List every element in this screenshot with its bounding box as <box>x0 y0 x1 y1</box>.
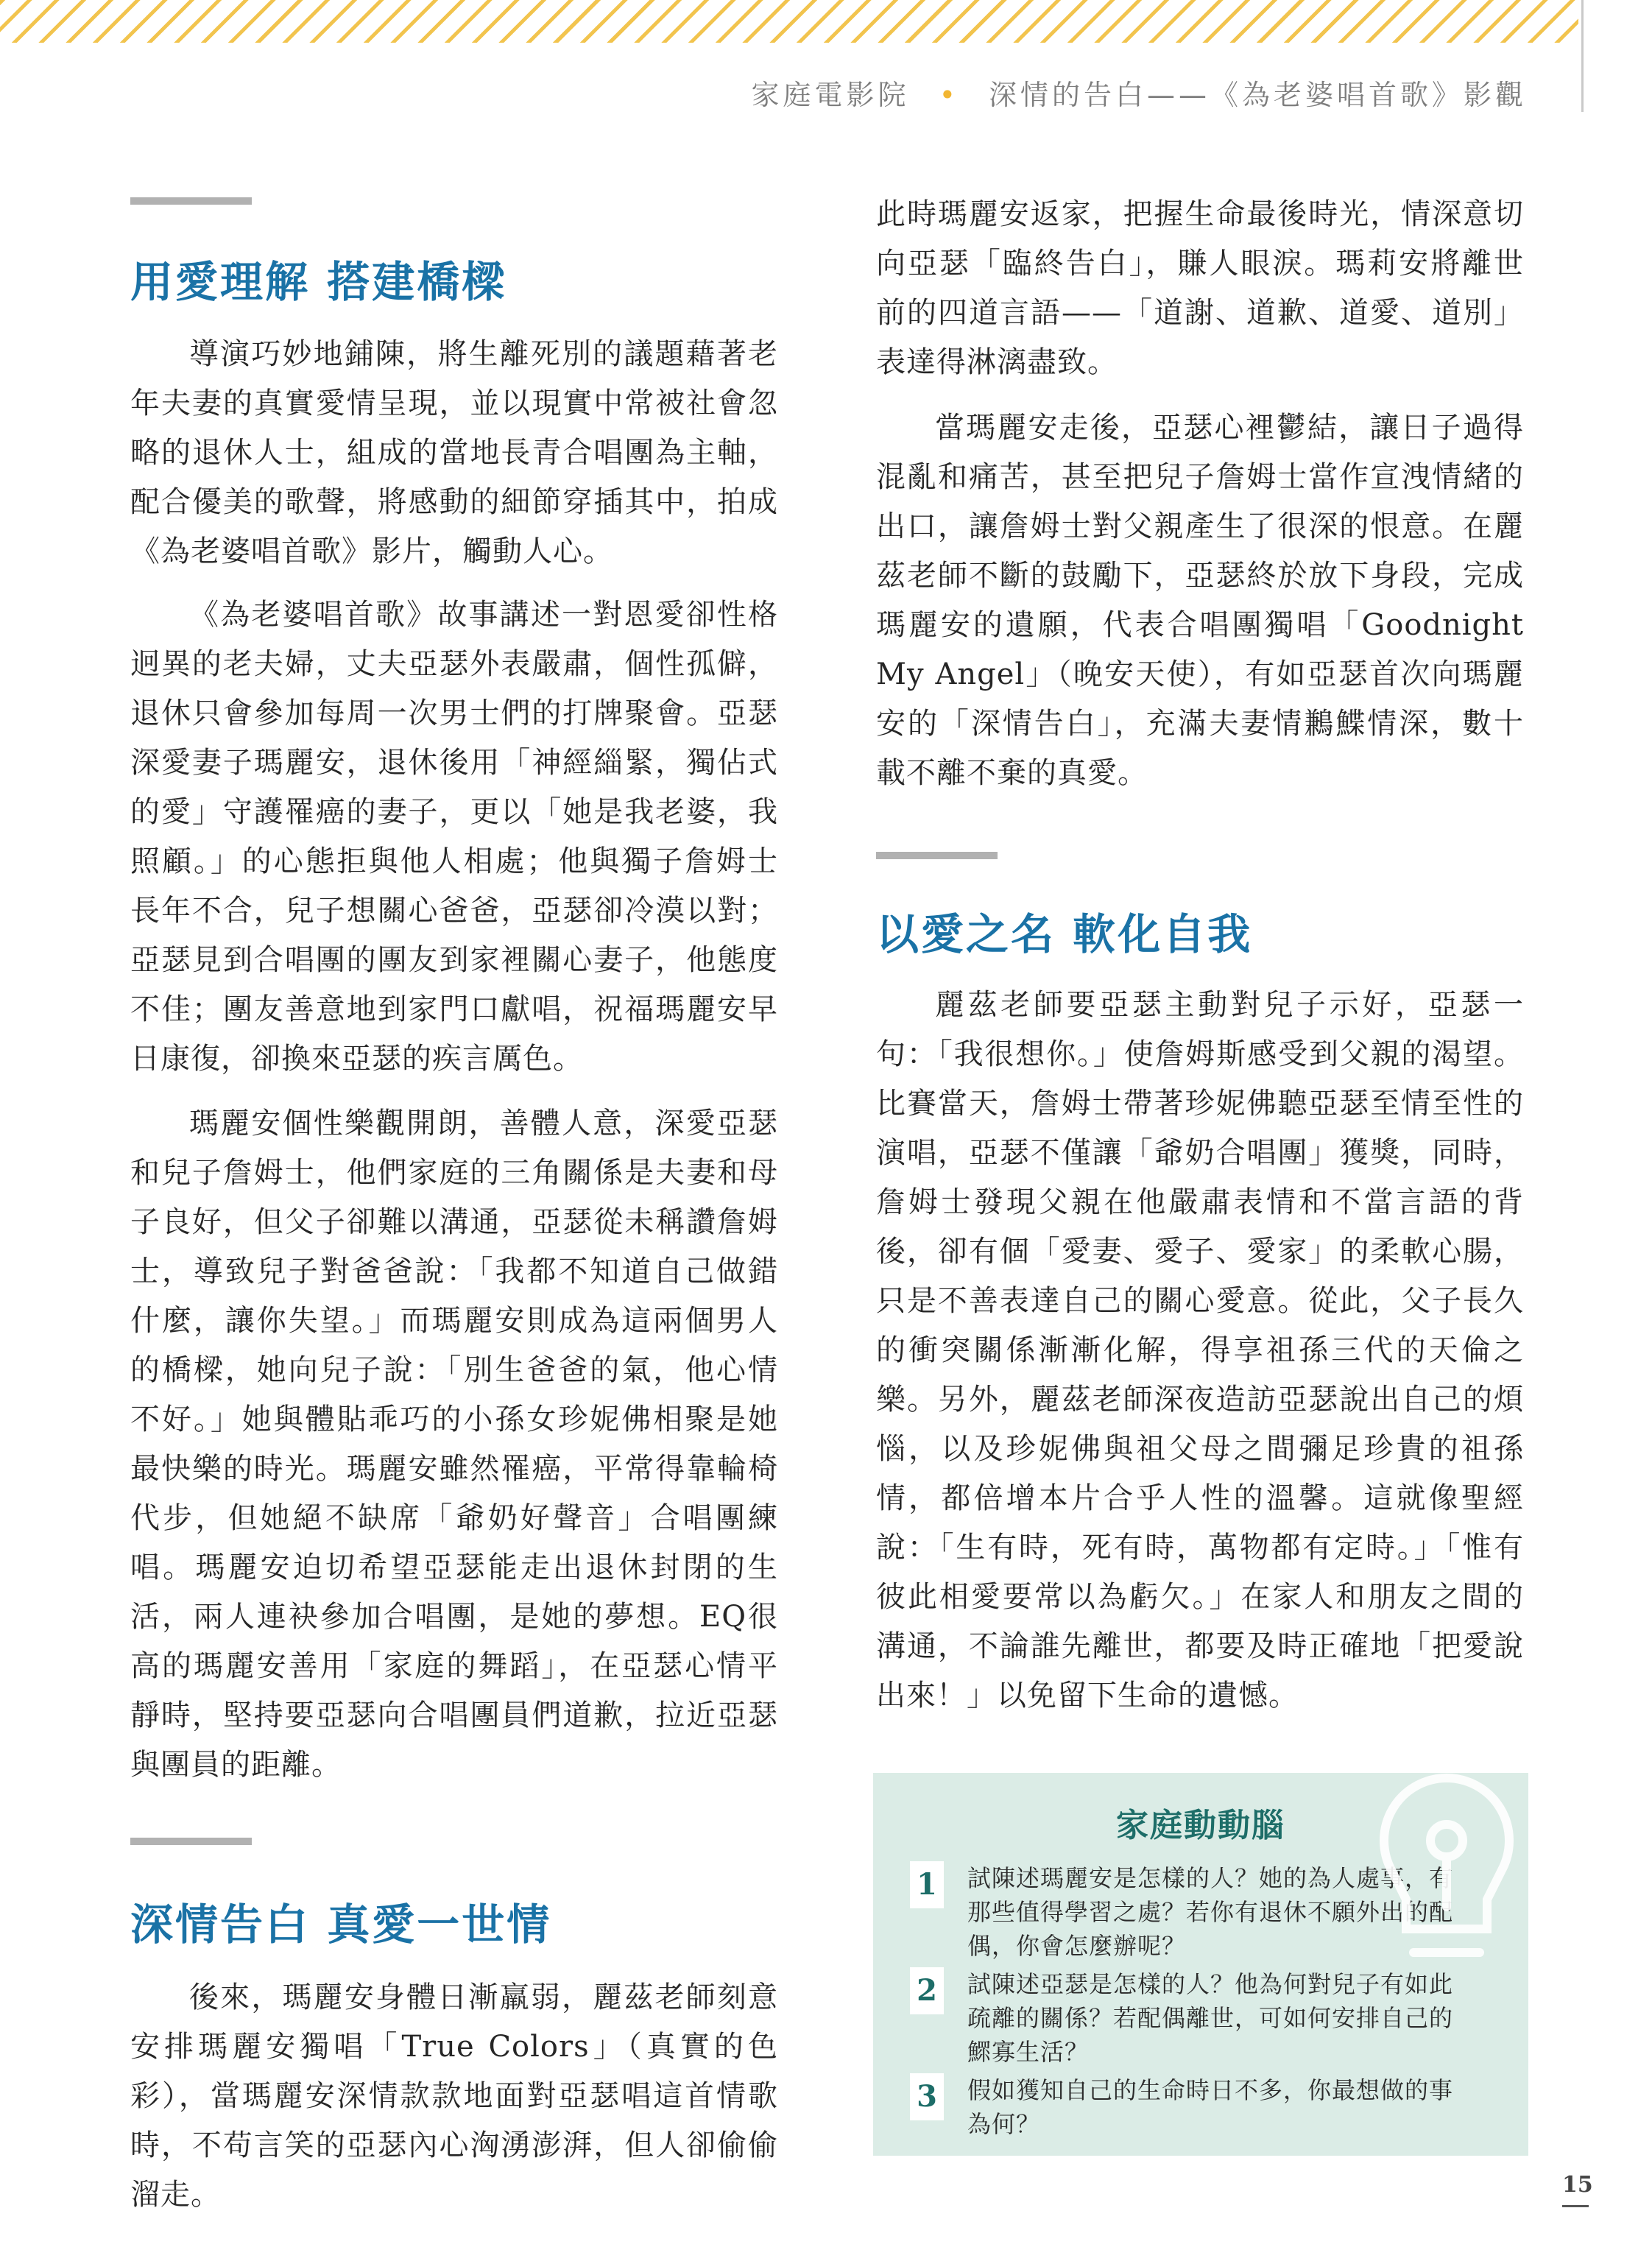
question-number: 3 <box>910 2073 944 2120</box>
question-number: 1 <box>910 1861 944 1908</box>
section-bar <box>876 852 998 859</box>
question-item <box>910 1967 1499 2070</box>
header-dot: • <box>939 79 959 111</box>
paragraph: 當瑪麗安走後，亞瑟心裡鬱結，讓日子過得混亂和痛苦，甚至把兒子詹姆士當作宣洩情緒的出口，讓詹姆士對父親產生了很深的恨意。在麗茲老師不斷的鼓勵下，亞瑟終於放下身段，完成瑪麗安的遺願，代表合唱團獨唱「Goodnight My Angel」（晚安天使），有如亞瑟首次向瑪麗安的「深情告白」，充滿夫妻情鶼鰈情深，數十載不離不棄的真愛。 <box>876 411 1524 790</box>
paragraph: 此時瑪麗安返家，把握生命最後時光，情深意切向亞瑟「臨終告白」，賺人眼淚。瑪莉安將離世前的四道言語——「道謝、道歉、道愛、道別」表達得淋漓盡致。 <box>876 197 1524 379</box>
running-header <box>752 72 1527 113</box>
paragraph: 《為老婆唱首歌》故事講述一對恩愛卻性格迥異的老夫婦，丈夫亞瑟外表嚴肅，個性孤僻，退休只會參加每周一次男士們的打牌聚會。亞瑟深愛妻子瑪麗安，退休後用「神經緇緊，獨佔式的愛」守護罹癌的妻子，更以「她是我老婆，我照顧。」的心態拒與他人相處；他與獨子詹姆士長年不合，兒子想關心爸爸，亞瑟卻冷漠以對；亞瑟見到合唱團的團友到家裡關心妻子，他態度不佳；團友善意地到家門口獻唱，祝福瑪麗安早日康復，卻換來亞瑟的疾言厲色。 <box>130 598 778 1076</box>
decorative-stripes <box>0 0 1578 43</box>
page-edge-line <box>1581 0 1584 112</box>
question-item <box>910 2073 1499 2147</box>
header-section: 家庭電影院 <box>751 79 910 111</box>
question-number: 2 <box>910 1967 944 2014</box>
section-heading-3: 以愛之名 軟化自我 <box>876 909 1253 959</box>
section-heading-1: 用愛理解 搭建橋樑 <box>130 257 507 307</box>
section-bar <box>130 1838 252 1845</box>
paragraph: 導演巧妙地鋪陳，將生離死別的議題藉著老年夫妻的真實愛情呈現，並以現實中常被社會忽略的退休人士，組成的當地長青合唱團為主軸，配合優美的歌聲，將感動的細節穿插其中，拍成《為老婆唱首歌》影片，觸動人心。 <box>130 337 778 568</box>
paragraph: 瑪麗安個性樂觀開朗，善體人意，深愛亞瑟和兒子詹姆士，他們家庭的三角關係是夫妻和母子良好，但父子卻難以溝通，亞瑟從未稱讚詹姆士，導致兒子對爸爸說：「我都不知道自己做錯什麼，讓你失望。」而瑪麗安則成為這兩個男人的橋樑，她向兒子說：「別生爸爸的氣，他心情不好。」她與體貼乖巧的小孫女珍妮佛相聚是她最快樂的時光。瑪麗安雖然罹癌，平常得靠輪椅代步，但她絕不缺席「爺奶好聲音」合唱團練唱。瑪麗安迫切希望亞瑟能走出退休封閉的生活，兩人連袂參加合唱團，是她的夢想。EQ很高的瑪麗安善用「家庭的舞蹈」，在亞瑟心情平靜時，堅持要亞瑟向合唱團員們道歉，拉近亞瑟與團員的距離。 <box>130 1107 778 1782</box>
question-text: 試陳述亞瑟是怎樣的人？他為何對兒子有如此疏離的關係？若配偶離世，可如何安排自己的鰥寡生活？ <box>967 1970 1454 2066</box>
lightbulb-icon <box>1362 1760 1531 1980</box>
paragraph: 麗茲老師要亞瑟主動對兒子示好，亞瑟一句：「我很想你。」使詹姆斯感受到父親的渴望。比賽當天，詹姆士帶著珍妮佛聽亞瑟至情至性的演唱，亞瑟不僅讓「爺奶合唱團」獲獎，同時，詹姆士發現父親在他嚴肅表情和不當言語的背後，卻有個「愛妻、愛子、愛家」的柔軟心腸，只是不善表達自己的關心愛意。從此，父子長久的衝突關係漸漸化解，得享祖孫三代的天倫之樂。另外，麗茲老師深夜造訪亞瑟說出自己的煩惱，以及珍妮佛與祖父母之間彌足珍貴的祖孫情，都倍增本片合乎人性的溫馨。這就像聖經說：「生有時，死有時，萬物都有定時。」「惟有彼此相愛要常以為虧欠。」在家人和朋友之間的溝通，不論誰先離世，都要及時正確地「把愛說出來！」以免留下生命的遺憾。 <box>876 988 1524 1712</box>
page-number: 15 <box>1562 2172 1593 2198</box>
section-bar <box>130 197 252 205</box>
section-heading-2: 深情告白 真愛一世情 <box>130 1900 552 1950</box>
page-number-underline <box>1562 2205 1589 2207</box>
question-text: 試陳述瑪麗安是怎樣的人？她的為人處事，有那些值得學習之處？若你有退休不願外出的配偶，你會怎麼辦呢？ <box>967 1864 1454 1960</box>
header-title: 深情的告白——《為老婆唱首歌》影觀 <box>988 79 1527 111</box>
question-text: 假如獲知自己的生命時日不多，你最想做的事為何？ <box>967 2076 1454 2138</box>
discussion-box-title: 家庭動動腦 <box>1116 1807 1285 1844</box>
paragraph: 後來，瑪麗安身體日漸羸弱，麗茲老師刻意安排瑪麗安獨唱「True Colors」（真實的色彩），當瑪麗安深情款款地面對亞瑟唱這首情歌時，不苟言笑的亞瑟內心洶湧澎湃，但人卻偷偷溜走。 <box>130 1980 778 2212</box>
